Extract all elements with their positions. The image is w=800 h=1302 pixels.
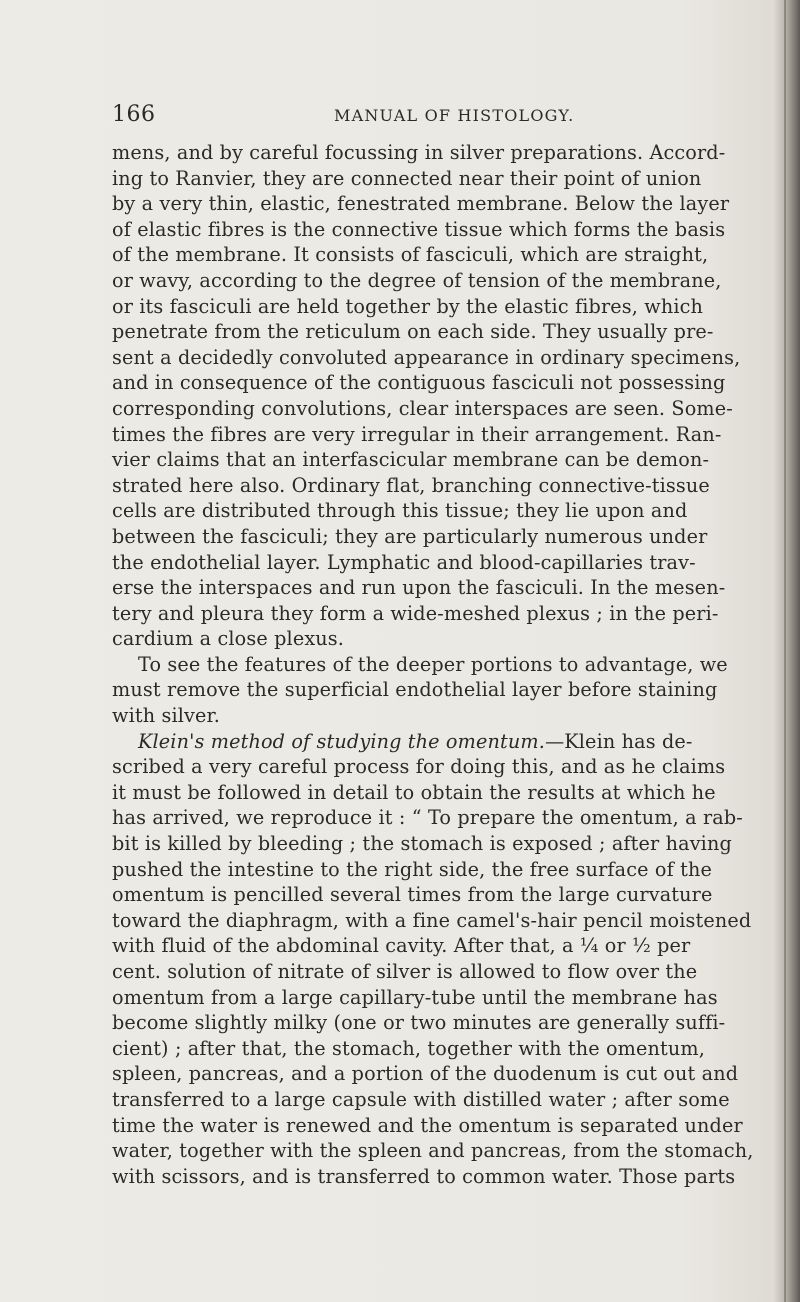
text-line: between the fasciculi; they are particularly numerous under (112, 524, 708, 548)
text-fragment: —Klein has de- (544, 729, 693, 753)
text-line: time the water is renewed and the omentum is separated under (112, 1113, 743, 1137)
text-line: pushed the intestine to the right side, the free surface of the (112, 857, 712, 881)
text-line: toward the diaphragm, with a fine camel's-hair pencil moistened (112, 908, 752, 932)
text-line: tery and pleura they form a wide-meshed plexus ; in the peri- (112, 601, 719, 625)
page-header (0, 92, 800, 132)
text-line: cient) ; after that, the stomach, together with the omentum, (112, 1036, 705, 1060)
text-line: omentum is pencilled several times from the large curvature (112, 883, 713, 907)
text-line: water, together with the spleen and pancreas, from the stomach, (112, 1139, 754, 1163)
page-number: 166 (112, 102, 156, 127)
text-line: transferred to a large capsule with distilled water ; after some (112, 1087, 730, 1111)
text-line: must remove the superficial endothelial layer before staining (112, 678, 718, 702)
text-line: corresponding convolutions, clear interspaces are seen. Some- (112, 396, 733, 420)
text-line: sent a decidedly convoluted appearance in ordinary specimens, (112, 345, 741, 369)
binding-edge (784, 0, 786, 1302)
section-heading: Klein's method of studying the omentum. (138, 729, 545, 753)
text-line: or wavy, according to the degree of tension of the membrane, (112, 268, 722, 292)
text-line: by a very thin, elastic, fenestrated membrane. Below the layer (112, 192, 730, 216)
text-line: strated here also. Ordinary flat, branching connective-tissue (112, 473, 710, 497)
body-text (112, 140, 784, 1189)
text-line: scribed a very careful process for doing this, and as he claims (112, 755, 726, 779)
text-line: become slightly milky (one or two minutes are generally suffi- (112, 1011, 726, 1035)
text-line: with silver. (112, 704, 221, 728)
text-line: bit is killed by bleeding ; the stomach is exposed ; after having (112, 832, 732, 856)
text-line: erse the interspaces and run upon the fasciculi. In the mesen- (112, 576, 726, 600)
text-line: and in consequence of the contiguous fasciculi not possessing (112, 371, 726, 395)
text-line: cells are distributed through this tissue; they lie upon and (112, 499, 688, 523)
text-line: or its fasciculi are held together by the elastic fibres, which (112, 294, 704, 318)
text-line: the endothelial layer. Lymphatic and blood-capillaries trav- (112, 550, 696, 574)
text-line: cent. solution of nitrate of silver is allowed to flow over the (112, 960, 698, 983)
text-line: with scissors, and is transferred to common water. Those parts (112, 1164, 736, 1188)
text-line: it must be followed in detail to obtain the results at which he (112, 780, 716, 804)
text-line: of the membrane. It consists of fasciculi, which are straight, (112, 243, 709, 267)
text-line: of elastic fibres is the connective tissue which forms the basis (112, 217, 726, 241)
section-first-line (112, 729, 784, 755)
text-line: has arrived, we reproduce it : “ To prepare the omentum, a rab- (112, 806, 743, 830)
text-line: mens, and by careful focussing in silver preparations. Accord- (112, 141, 726, 164)
text-line: cardium a close plexus. (112, 627, 345, 651)
text-line: spleen, pancreas, and a portion of the duodenum is cut out and (112, 1062, 739, 1086)
text-line: omentum from a large capillary-tube until the membrane has (112, 985, 718, 1009)
text-line: To see the features of the deeper portions to advantage, we (138, 652, 728, 676)
text-line: with fluid of the abdominal cavity. After that, a ¼ or ½ per (112, 934, 691, 958)
text-line: times the fibres are very irregular in their arrangement. Ran- (112, 422, 722, 446)
running-head: MANUAL OF HISTOLOGY. (334, 106, 575, 125)
text-line: ing to Ranvier, they are connected near their point of union (112, 166, 702, 190)
text-line: penetrate from the reticulum on each side. They usually pre- (112, 320, 714, 344)
text-line: vier claims that an interfascicular membrane can be demon- (112, 448, 710, 472)
